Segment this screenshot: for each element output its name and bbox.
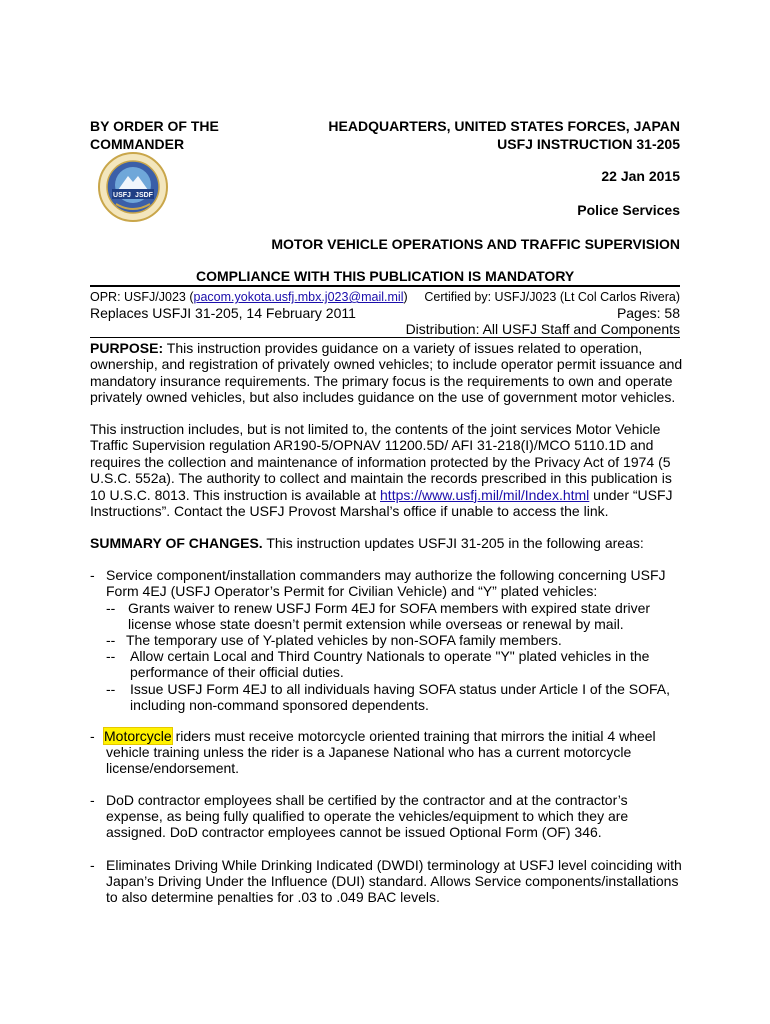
includes-paragraph	[90, 421, 690, 519]
compliance-statement: COMPLIANCE WITH THIS PUBLICATION IS MANDATORY	[196, 268, 575, 284]
sub-3-line-1: Allow certain Local and Third Country Nationals to operate "Y" plated vehicles in the	[130, 648, 650, 664]
opr-suffix: )	[403, 290, 408, 304]
summary-label: SUMMARY OF CHANGES.	[90, 535, 263, 551]
purpose-label: PURPOSE:	[90, 340, 164, 356]
change-4-line-2: Japan’s Driving Under the Influence (DUI) standard. Allows Service components/installations	[106, 873, 679, 889]
replaces-line: Replaces USFJI 31-205, 14 February 2011	[90, 305, 356, 321]
usfj-instructions-link[interactable]: https://www.usfj.mil/mil/Index.html	[380, 486, 590, 503]
includes-text-before: This instruction includes, but is not limited to, the contents of the joint services Motor Vehicle Traffic Supervision regulation AR190-5/OPNAV 11200.5D/ AFI 31-218(I)/MCO 5110.1D and requires the collection and maintenance of information protected by the Privacy Act of 1974 (5 U.S.C. 552a). The authority to collect and maintain the records prescribed in this publication is 10 U.S.C. 8013. This instruction is available at	[90, 421, 672, 503]
sub-3-line-2: performance of their official duties.	[130, 664, 344, 680]
purpose-paragraph	[90, 340, 690, 406]
motorcycle-highlight: Motorcycle	[104, 728, 172, 744]
change-3-bullet: -	[90, 792, 95, 808]
includes-text-after: under “USFJ Instructions”. Contact the USFJ Provost Marshal’s office if unable to access the link.	[90, 486, 673, 520]
subject-area: Police Services	[577, 202, 680, 218]
change-1-line-1: Service component/installation commanders may authorize the following concerning USFJ	[106, 567, 666, 583]
change-2-line-1	[104, 728, 656, 744]
sub-2-line-1: The temporary use of Y-plated vehicles by non-SOFA family members.	[126, 632, 562, 648]
change-3-line-2: expense, as being fully qualified to operate the vehicles/equipment to which they are	[106, 808, 629, 824]
change-2-line-1-rest: riders must receive motorcycle oriented training that mirrors the initial 4 wheel	[171, 728, 656, 744]
document-title: MOTOR VEHICLE OPERATIONS AND TRAFFIC SUPERVISION	[271, 236, 680, 252]
opr-prefix: OPR: USFJ/J023 (	[90, 290, 194, 304]
sub-4-line-2: including non-command sponsored dependents.	[130, 697, 429, 713]
certified-by: Certified by: USFJ/J023 (Lt Col Carlos Rivera)	[424, 290, 680, 304]
page-count: Pages: 58	[616, 305, 680, 321]
divider-top	[90, 285, 680, 287]
change-1-bullet: -	[90, 567, 95, 583]
change-2-bullet: -	[90, 728, 95, 744]
sub-3-bullet: --	[106, 648, 116, 664]
purpose-text: This instruction provides guidance on a variety of issues related to operation, ownership, and registration of privately owned vehicles; to include operator permit issuance and mandatory insurance requirements. The primary focus is the requirements to own and operate privately owned vehicles, but also includes guidance on the use of government motor vehicles.	[90, 340, 683, 406]
change-4-line-3: to also determine penalties for .03 to .049 BAC levels.	[106, 889, 440, 905]
svg-text:USFJ: USFJ	[113, 192, 131, 199]
opr-line	[90, 290, 408, 304]
sub-1-line-2: license whose state doesn’t permit extension while overseas or renewal by mail.	[128, 616, 624, 632]
divider-bottom	[90, 337, 680, 338]
sub-4-line-1: Issue USFJ Form 4EJ to all individuals having SOFA status under Article I of the SOFA,	[130, 681, 671, 697]
sub-4-bullet: --	[106, 681, 116, 697]
change-4-bullet: -	[90, 857, 95, 873]
change-2-line-2: vehicle training unless the rider is a Japanese National who has a current motorcycle	[106, 744, 632, 760]
change-2-line-3: license/endorsement.	[106, 760, 240, 776]
order-line-1: BY ORDER OF THE	[90, 118, 219, 134]
publication-date: 22 Jan 2015	[601, 168, 680, 184]
summary-text: This instruction updates USFJI 31-205 in the following areas:	[262, 535, 644, 551]
sub-1-line-1: Grants waiver to renew USFJ Form 4EJ for SOFA members with expired state driver	[128, 600, 651, 616]
usfj-seal-icon	[98, 152, 168, 222]
change-3-line-1: DoD contractor employees shall be certified by the contractor and at the contractor’s	[106, 792, 628, 808]
order-line-2: COMMANDER	[90, 136, 185, 152]
distribution: Distribution: All USFJ Staff and Components	[405, 321, 680, 337]
change-4-line-1: Eliminates Driving While Drinking Indicated (DWDI) terminology at USFJ level coinciding with	[106, 857, 682, 873]
sub-2-bullet: --	[106, 632, 116, 648]
sub-1-bullet: --	[106, 600, 116, 616]
change-3-line-3: assigned. DoD contractor employees cannot be issued Optional Form (OF) 346.	[106, 824, 602, 840]
instruction-number: USFJ INSTRUCTION 31-205	[497, 136, 680, 152]
summary-paragraph	[90, 535, 690, 551]
svg-text:JSDF: JSDF	[135, 192, 153, 199]
hq-title: HEADQUARTERS, UNITED STATES FORCES, JAPAN	[328, 118, 680, 134]
change-1-line-2: Form 4EJ (USFJ Operator’s Permit for Civilian Vehicle) and “Y” plated vehicles:	[106, 583, 598, 599]
opr-email-link[interactable]: pacom.yokota.usfj.mbx.j023@mail.mil	[193, 290, 404, 304]
